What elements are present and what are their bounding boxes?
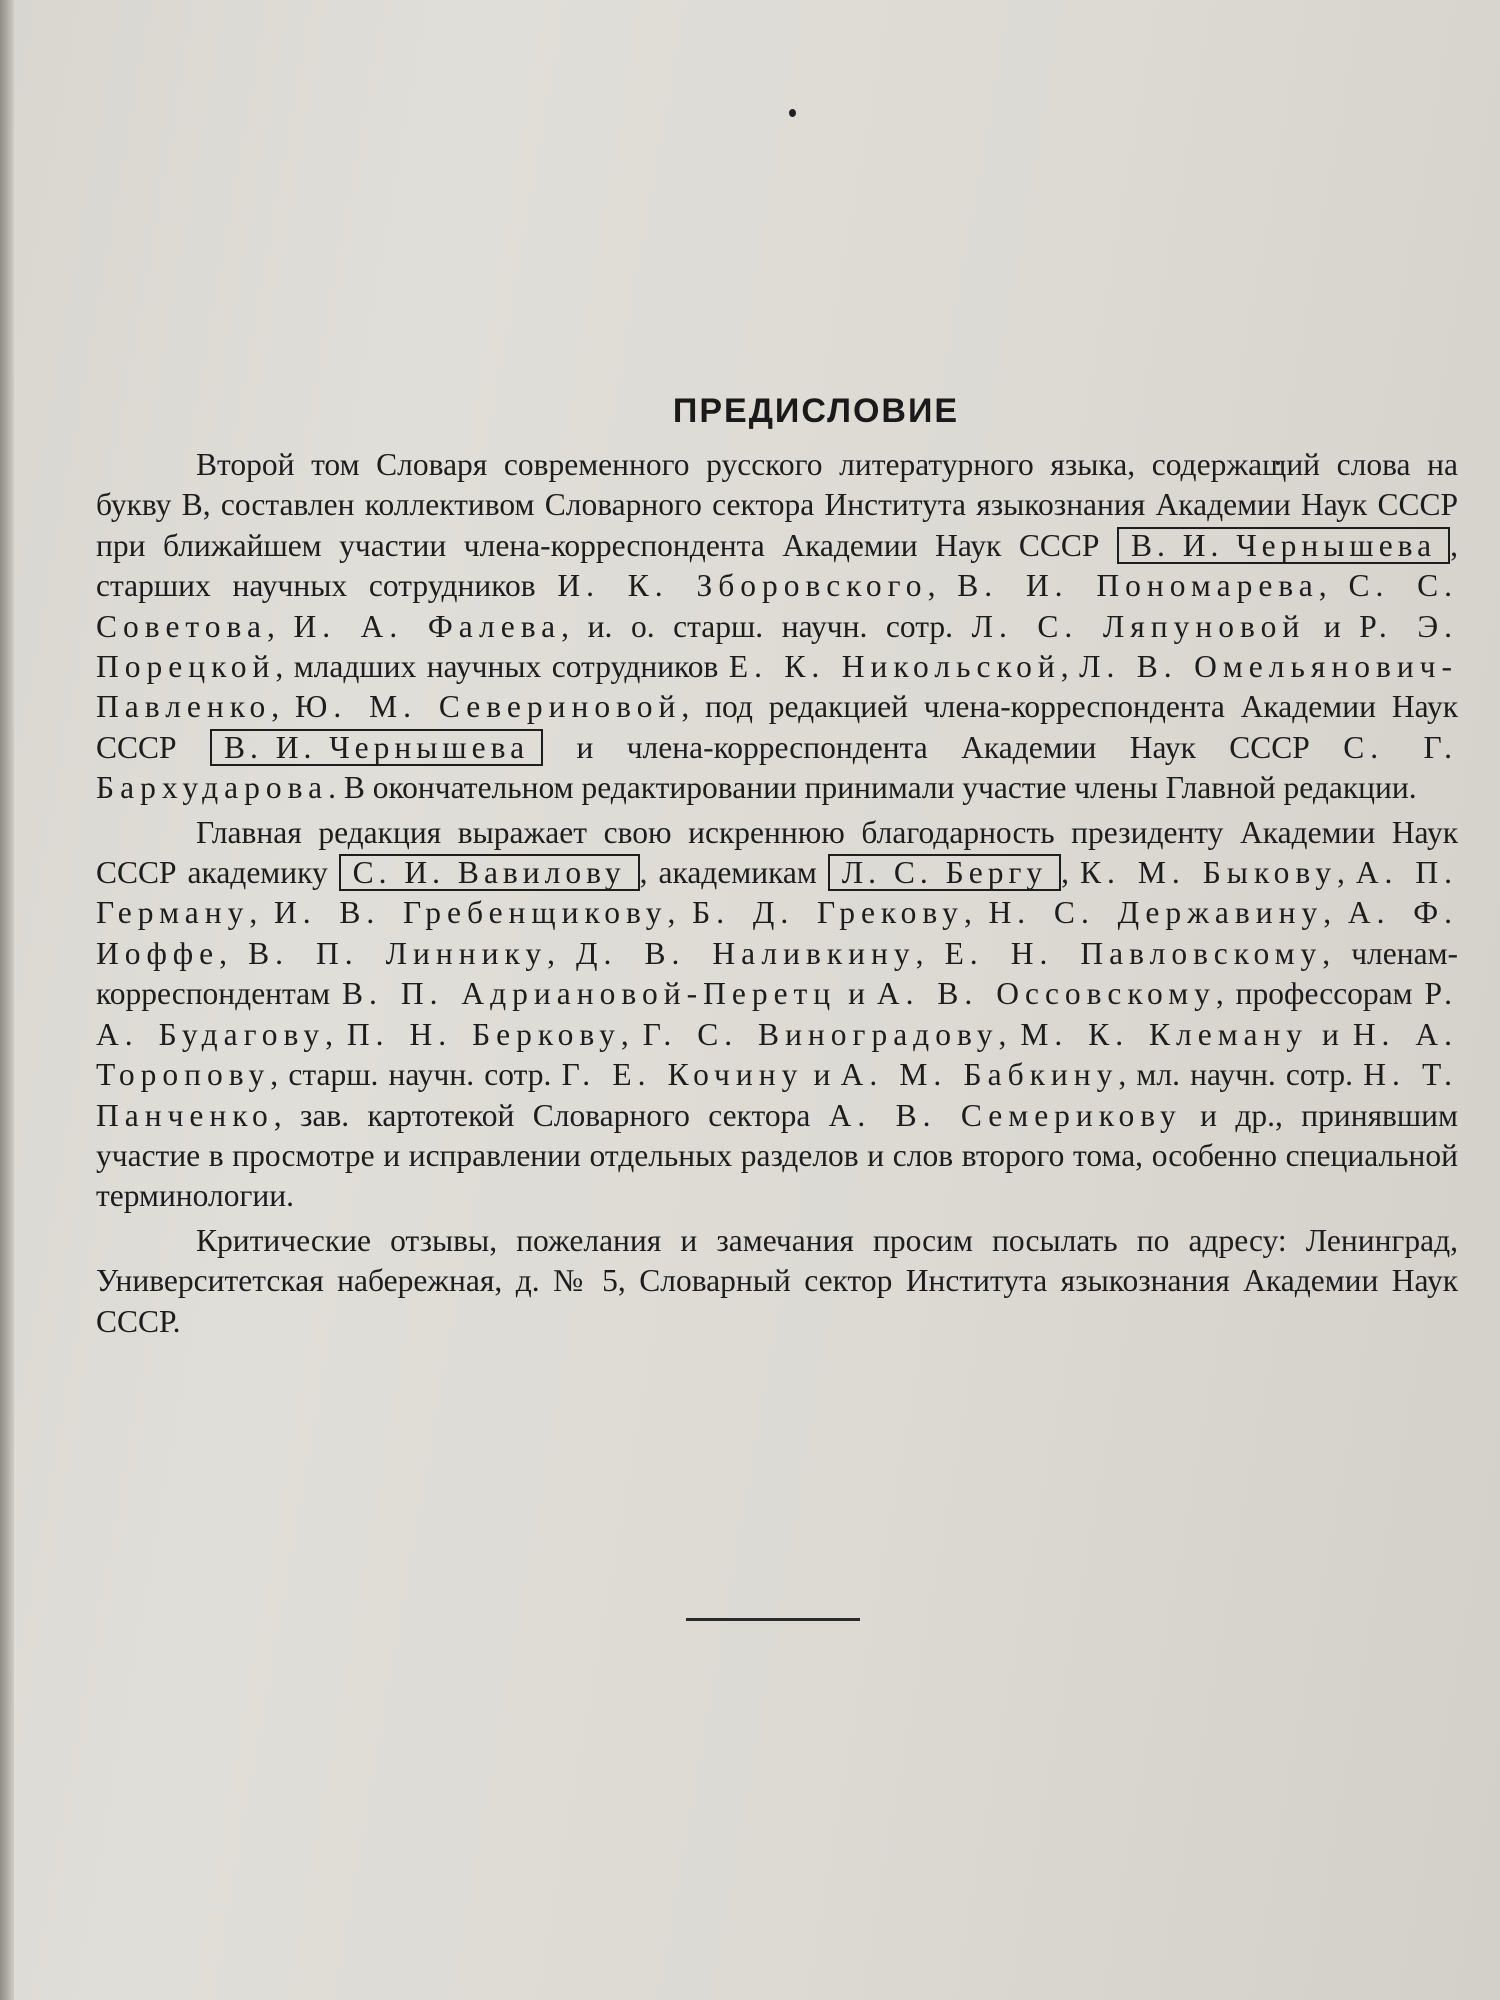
text: , <box>547 935 577 971</box>
text: , младших научных сотрудников <box>275 649 729 685</box>
spaced-name: Ю. М. Севериновой <box>294 689 682 725</box>
closing-divider-rule <box>686 1618 860 1621</box>
spaced-name: Е. Н. Павловскому <box>944 935 1323 971</box>
spaced-name: Е. К. Никольской <box>728 649 1061 685</box>
preface-content <box>96 392 1458 1342</box>
text: , <box>1061 855 1081 891</box>
spaced-name: И. А. Фалева <box>293 608 562 644</box>
spaced-name: В. П. Адриановой-Перетц <box>342 976 837 1012</box>
spaced-name: Г. С. Виноградову <box>642 1016 999 1052</box>
text: , <box>266 608 294 644</box>
text: , зав. картотекой Словарного сектора <box>273 1097 829 1133</box>
boxed-name: Л. С. Бергу <box>828 854 1061 891</box>
text: , <box>1336 855 1356 891</box>
text: , членам-корреспондентам <box>96 935 1459 1012</box>
text: , <box>325 1016 347 1052</box>
spaced-name: Л. В. Омельянович-Павленко <box>96 649 1459 725</box>
text: , <box>620 1016 643 1052</box>
page-edge-shadow <box>0 0 14 2000</box>
spaced-name: А. Ф. Иоффе <box>96 895 1459 971</box>
text: , <box>271 689 295 725</box>
boxed-name: В. И. Чернышева <box>210 729 543 766</box>
text: , старш. научн. сотр. <box>270 1057 562 1093</box>
spaced-name: Н. Т. Панченко <box>96 1057 1459 1133</box>
spaced-name: Н. С. Державину <box>988 895 1324 931</box>
text: , <box>963 895 989 931</box>
text: , академикам <box>639 855 828 891</box>
spaced-name: Н. А. Торопову <box>96 1016 1459 1093</box>
text: и др., принявшим участие в просмотре и исправлении отдельных разделов и слов второго тома, особенно специальной терминологии. <box>96 1097 1458 1214</box>
ink-speck-top <box>789 109 796 117</box>
text: и <box>1308 1016 1353 1052</box>
text: . В окончательном редактировании принимали участие члены Главной редакции. <box>328 770 1417 806</box>
preface-paragraph-3: Критические отзывы, пожелания и замечания просим посылать по адресу: Ленинград, Университетская набережная, д. № 5, Словарный сектор Института языкознания Академии Наук СССР. <box>96 1222 1458 1339</box>
spaced-name: К. М. Быкову <box>1080 855 1337 891</box>
spaced-name: М. К. Клеману <box>1020 1016 1309 1052</box>
text: , мл. научн. сотр. <box>1118 1057 1364 1093</box>
spaced-name: А. М. Бабкину <box>840 1057 1119 1093</box>
text: и <box>836 976 877 1012</box>
boxed-name: С. И. Вавилову <box>339 854 640 891</box>
text: , <box>915 935 945 971</box>
text: , <box>1323 895 1348 931</box>
text: , <box>667 895 693 931</box>
spaced-name: Р. А. Будагову <box>96 976 1458 1052</box>
text: и <box>1305 608 1360 644</box>
text: , <box>249 895 274 931</box>
spaced-name: Р. Э. Порецкой <box>96 608 1458 685</box>
spaced-name: Б. Д. Грекову <box>692 895 964 931</box>
spaced-name: П. Н. Беркову <box>346 1016 621 1052</box>
preface-heading: ПРЕДИСЛОВИЕ <box>672 392 960 430</box>
text: , <box>1318 568 1349 604</box>
text: , профессорам <box>1215 976 1425 1012</box>
spaced-name: И. К. Зборовского <box>557 568 928 604</box>
text: , <box>927 568 958 604</box>
spaced-name: С. Г. Бархударова <box>96 729 1458 806</box>
spaced-name: Л. С. Ляпуновой <box>971 608 1306 644</box>
text: , под редакцией члена-корреспондента Академии Наук СССР <box>96 689 1458 765</box>
text: Второй том Словаря современного русского литературного языка, содержащий слова на букву В, составлен коллективом Словарного сектора Института языкознания Академии Наук СССР при ближайшем участии члена-корреспондента Академии Наук СССР <box>96 447 1458 563</box>
boxed-name: В. И. Чернышева <box>1117 527 1450 564</box>
spaced-name: А. В. Семерикову <box>828 1097 1182 1133</box>
text: и члена-корреспондента Академии Наук СССР <box>543 729 1344 765</box>
text: , и. о. старш. научн. сотр. <box>561 608 972 644</box>
spaced-name: С. С. Советова <box>96 568 1459 644</box>
spaced-name: А. В. Оссовскому <box>876 976 1216 1012</box>
text: , <box>998 1016 1021 1052</box>
spaced-name: В. П. Линнику <box>248 935 548 971</box>
text: Главная редакция выражает свою искреннюю благодарность президенту Академии Наук СССР академику <box>96 814 1458 891</box>
spaced-name: Д. В. Наливкину <box>576 935 916 971</box>
preface-paragraph-2 <box>96 813 1458 1217</box>
spaced-name: А. П. Герману <box>96 855 1459 931</box>
text: , <box>219 935 249 971</box>
spaced-name: В. И. Пономарева <box>957 568 1319 604</box>
spaced-name: И. В. Гребенщикову <box>274 895 668 931</box>
text: , <box>1060 649 1080 685</box>
text: и <box>803 1057 841 1093</box>
spaced-name: Г. Е. Кочину <box>561 1057 804 1093</box>
preface-paragraph-1 <box>96 445 1458 809</box>
text: , старших научных сотрудников <box>96 527 1458 604</box>
